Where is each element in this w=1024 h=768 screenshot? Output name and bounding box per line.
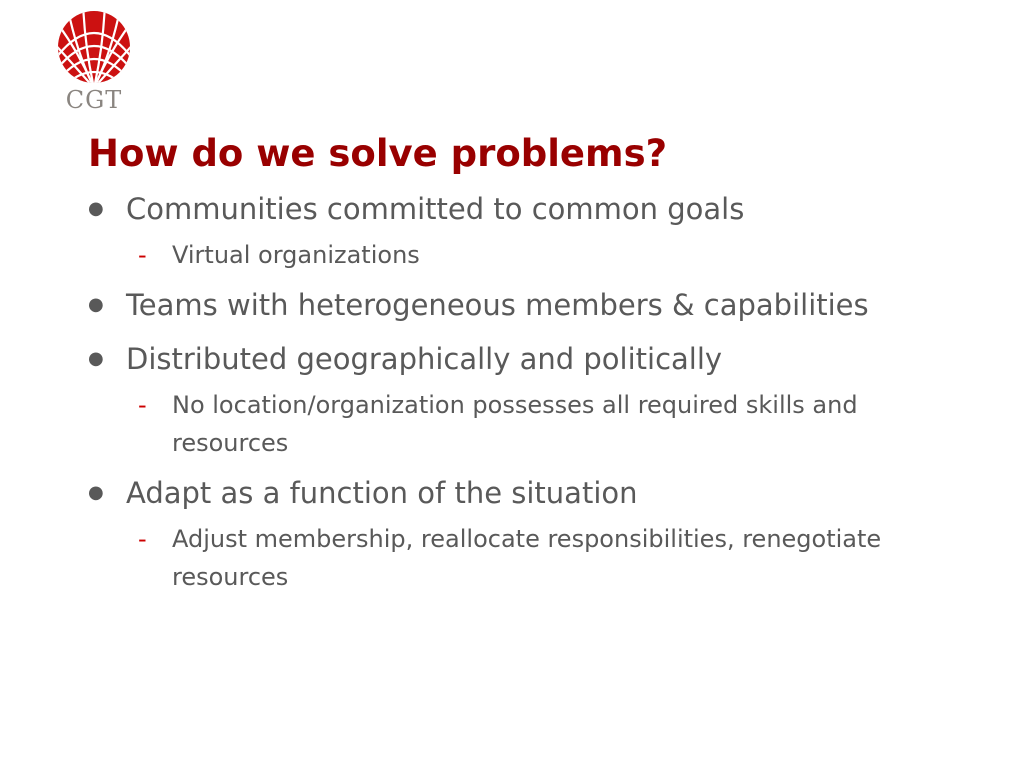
sub-bullet-item <box>88 520 948 596</box>
bullet-item <box>88 336 948 382</box>
sub-bullet-list <box>88 236 948 274</box>
dash-marker-icon: - <box>138 241 147 269</box>
logo-text: CGT <box>65 86 123 114</box>
bullet-dot-icon: ● <box>88 198 104 219</box>
sub-bullet-list <box>88 520 948 596</box>
slide-title: How do we solve problems? <box>88 132 668 175</box>
dash-marker-icon: - <box>138 391 147 419</box>
bullet-text: Communities committed to common goals <box>126 192 745 226</box>
dash-marker-icon: - <box>138 525 147 553</box>
sub-bullet-text: Virtual organizations <box>172 241 420 269</box>
bullet-item <box>88 470 948 516</box>
cgt-logo <box>55 8 133 118</box>
bullet-text: Adapt as a function of the situation <box>126 476 638 510</box>
sub-bullet-text: No location/organization possesses all required skills and resources <box>172 391 858 457</box>
bullet-item <box>88 282 948 328</box>
sub-bullet-text: Adjust membership, reallocate responsibilities, renegotiate resources <box>172 525 882 591</box>
bullet-item <box>88 186 948 232</box>
bullet-dot-icon: ● <box>88 348 104 369</box>
globe-logo-icon <box>55 8 133 86</box>
sub-bullet-item <box>88 386 948 462</box>
bullet-dot-icon: ● <box>88 294 104 315</box>
sub-bullet-list <box>88 386 948 462</box>
bullet-dot-icon: ● <box>88 482 104 503</box>
bullet-list <box>88 186 948 604</box>
sub-bullet-item <box>88 236 948 274</box>
bullet-text: Teams with heterogeneous members & capabilities <box>126 288 869 322</box>
bullet-text: Distributed geographically and politically <box>126 342 723 376</box>
